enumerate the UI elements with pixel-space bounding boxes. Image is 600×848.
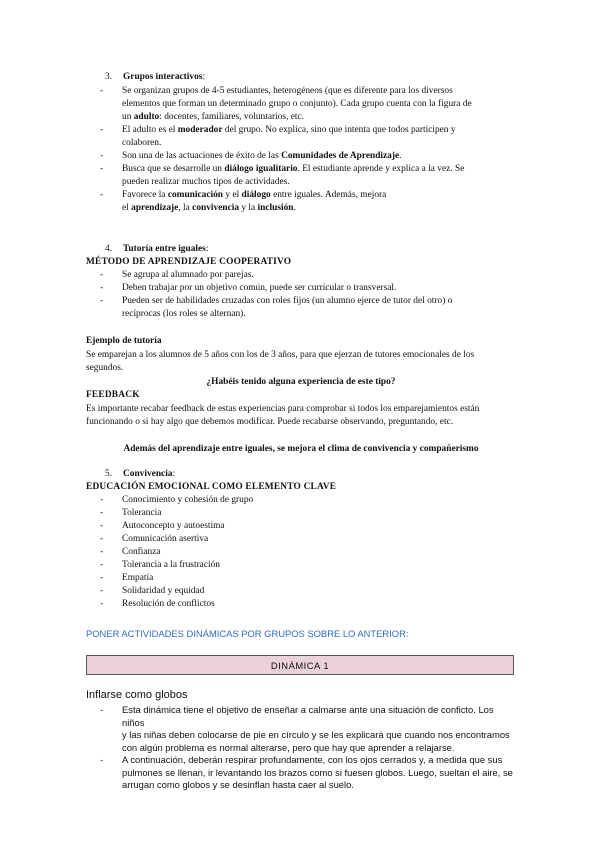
- bold-text: diálogo igualitario: [224, 164, 298, 174]
- text: Se organizan grupos de 4-5 estudiantes, heterogéneos (que es diferente para los diversos: [122, 86, 453, 96]
- dash: -: [100, 754, 104, 765]
- text: elementos que forman un determinado grupo o conjunto). Cada grupo cuenta con la figura de: [122, 99, 472, 109]
- list-item: [86, 163, 516, 189]
- text: Solidaridad y equidad: [122, 586, 205, 596]
- text: Esta dinámica tiene el objetivo de enseñar a calmarse ante una situación de conficto. Los niños: [122, 704, 494, 728]
- list-item: [86, 572, 516, 585]
- list-item: [86, 559, 516, 572]
- text: Confianza: [122, 547, 161, 557]
- list-item: [86, 269, 516, 282]
- text: Empatía: [122, 573, 154, 583]
- dash: -: [100, 151, 104, 161]
- text: Pueden ser de habilidades cruzadas con roles fijos (un alumno ejerce de tutor del otro) o: [122, 296, 453, 306]
- section-4-list: [86, 269, 516, 321]
- text: segundos.: [86, 363, 124, 373]
- text: pueden realizar muchos tipos de actividades.: [122, 177, 290, 187]
- dash: -: [100, 521, 104, 531]
- text: Comunicación asertiva: [122, 534, 209, 544]
- dash: -: [100, 270, 104, 280]
- dash: -: [100, 508, 104, 518]
- text: Busca que se desarrolle un: [122, 164, 225, 174]
- dash: -: [100, 573, 104, 583]
- text: Tolerancia a la frustración: [122, 560, 220, 570]
- colon: :: [172, 469, 176, 479]
- dash: -: [100, 190, 104, 200]
- text: del grupo. No explica, sino que intenta que todos participen y: [222, 125, 456, 135]
- closing-statement: Además del aprendizaje entre iguales, se mejora el clima de convivencia y compañerismo: [123, 444, 479, 454]
- dash: -: [100, 495, 104, 505]
- dash: -: [100, 283, 104, 293]
- text: un: [122, 112, 134, 122]
- section-5-list: [86, 494, 516, 611]
- section-title: Tutoría entre iguales: [123, 244, 206, 254]
- section-number: 5.: [105, 469, 113, 479]
- list-item: [86, 124, 516, 150]
- dash: -: [100, 86, 104, 96]
- text: con algún problema es normal alterarse, pero que hay que aprender a relajarse.: [122, 741, 455, 753]
- list-item: [86, 85, 516, 124]
- section-3-heading: [105, 71, 205, 84]
- text: Es importante recabar feedback de estas experiencias para comprobar si todos los emparejamientos están: [86, 404, 480, 414]
- list-item: [86, 150, 516, 163]
- bold-text: moderador: [177, 125, 223, 135]
- dash: -: [100, 164, 104, 174]
- list-item: [86, 520, 516, 533]
- section-number: 3.: [105, 72, 113, 82]
- bold-text: Comunidades de Aprendizaje: [281, 151, 400, 161]
- feedback-text: [86, 403, 516, 429]
- text: y las niñas deben colocarse de pie en círculo y se les explicará que cuando nos encontramos: [122, 729, 510, 740]
- method-title: MÉTODO DE APRENDIZAJE COOPERATIVO: [86, 257, 292, 267]
- text: , la: [178, 203, 193, 213]
- text: funcionando o si hay algo que debemos modificar. Puede recabarse observando, preguntando, etc.: [86, 417, 454, 427]
- activities-instruction: PONER ACTIVIDADES DINÁMICAS POR GRUPOS SOBRE LO ANTERIOR:: [86, 628, 409, 639]
- bold-text: adulto: [133, 112, 160, 122]
- bold-text: aprendizaje: [131, 203, 179, 213]
- list-item: [86, 754, 516, 792]
- text: Resolución de conflictos: [122, 599, 215, 609]
- text: . El estudiante aprende y explica a la vez. Se: [297, 164, 465, 174]
- list-item: [86, 546, 516, 559]
- example-text: [86, 349, 516, 375]
- text: Conocimiento y cohesión de grupo: [122, 495, 254, 505]
- bold-text: diálogo: [241, 190, 271, 200]
- dinamica-list: [86, 704, 516, 792]
- colon: :: [202, 72, 206, 82]
- list-item: [86, 598, 516, 611]
- text: El adulto es el: [122, 125, 178, 135]
- list-item: [86, 704, 516, 754]
- text: el: [122, 203, 132, 213]
- text: A continuación, deberán respirar profundamente, con los ojos cerrados y, a medida que sus: [122, 754, 503, 765]
- text: Favorece la: [122, 190, 168, 200]
- text: pulmones se llenan, ir levantando los brazos como si fuesen globos. Luego, sueltan el aire, se: [122, 766, 513, 778]
- text: .: [399, 151, 402, 161]
- text: Son una de las actuaciones de éxito de las: [122, 151, 282, 161]
- example-title: Ejemplo de tutoría: [86, 336, 162, 346]
- text: : docentes, familiares, voluntarios, etc.: [159, 112, 304, 122]
- dash: -: [100, 296, 104, 306]
- text: Se emparejan a los alumnos de 5 años con los de 3 años, para que ejerzan de tutores emocionales de los: [86, 350, 475, 360]
- section-title: Grupos interactivos: [123, 72, 203, 82]
- text: Tolerancia: [122, 508, 162, 518]
- text: y la: [239, 203, 258, 213]
- dash: -: [100, 704, 104, 715]
- text: arrugan como globos y se desinflan hasta caer al suelo.: [122, 779, 354, 790]
- text: Se agrupa al alumnado por parejas.: [122, 270, 254, 280]
- text: colaboren.: [122, 138, 162, 148]
- list-item: [86, 282, 516, 295]
- dinamica-header-box: [86, 655, 514, 675]
- dash: -: [100, 547, 104, 557]
- bold-text: comunicación: [167, 190, 224, 200]
- list-item: [86, 585, 516, 598]
- bold-text: convivencia: [192, 203, 240, 213]
- dash: -: [100, 125, 104, 135]
- emotional-education-title: EDUCACIÓN EMOCIONAL COMO ELEMENTO CLAVE: [86, 482, 337, 492]
- text: entre iguales. Además, mejora: [270, 190, 387, 200]
- bold-text: inclusión: [257, 203, 294, 213]
- list-item: [86, 507, 516, 520]
- section-5-heading: [105, 468, 175, 481]
- dash: -: [100, 534, 104, 544]
- text: Autoconcepto y autoestima: [122, 521, 225, 531]
- dinamica-title: Inflarse como globos: [86, 689, 188, 701]
- dash: -: [100, 599, 104, 609]
- section-number: 4.: [105, 244, 113, 254]
- section-title: Convivencia: [123, 469, 173, 479]
- text: y el: [223, 190, 242, 200]
- list-item: [86, 494, 516, 507]
- section-4-heading: [105, 243, 208, 256]
- list-item: [86, 189, 516, 215]
- dinamica-label: DINÁMICA 1: [270, 659, 330, 671]
- text: .: [293, 203, 296, 213]
- colon: :: [205, 244, 209, 254]
- list-item: [86, 533, 516, 546]
- dash: -: [100, 586, 104, 596]
- feedback-title: FEEDBACK: [86, 390, 140, 400]
- question: ¿Habéis tenido alguna experiencia de este tipo?: [206, 377, 396, 387]
- text: Deben trabajar por un objetivo común, puede ser curricular o transversal.: [122, 283, 397, 293]
- list-item: [86, 295, 516, 321]
- section-3-list: [86, 85, 516, 215]
- dash: -: [100, 560, 104, 570]
- text: recíprocas (los roles se alternan).: [122, 309, 246, 319]
